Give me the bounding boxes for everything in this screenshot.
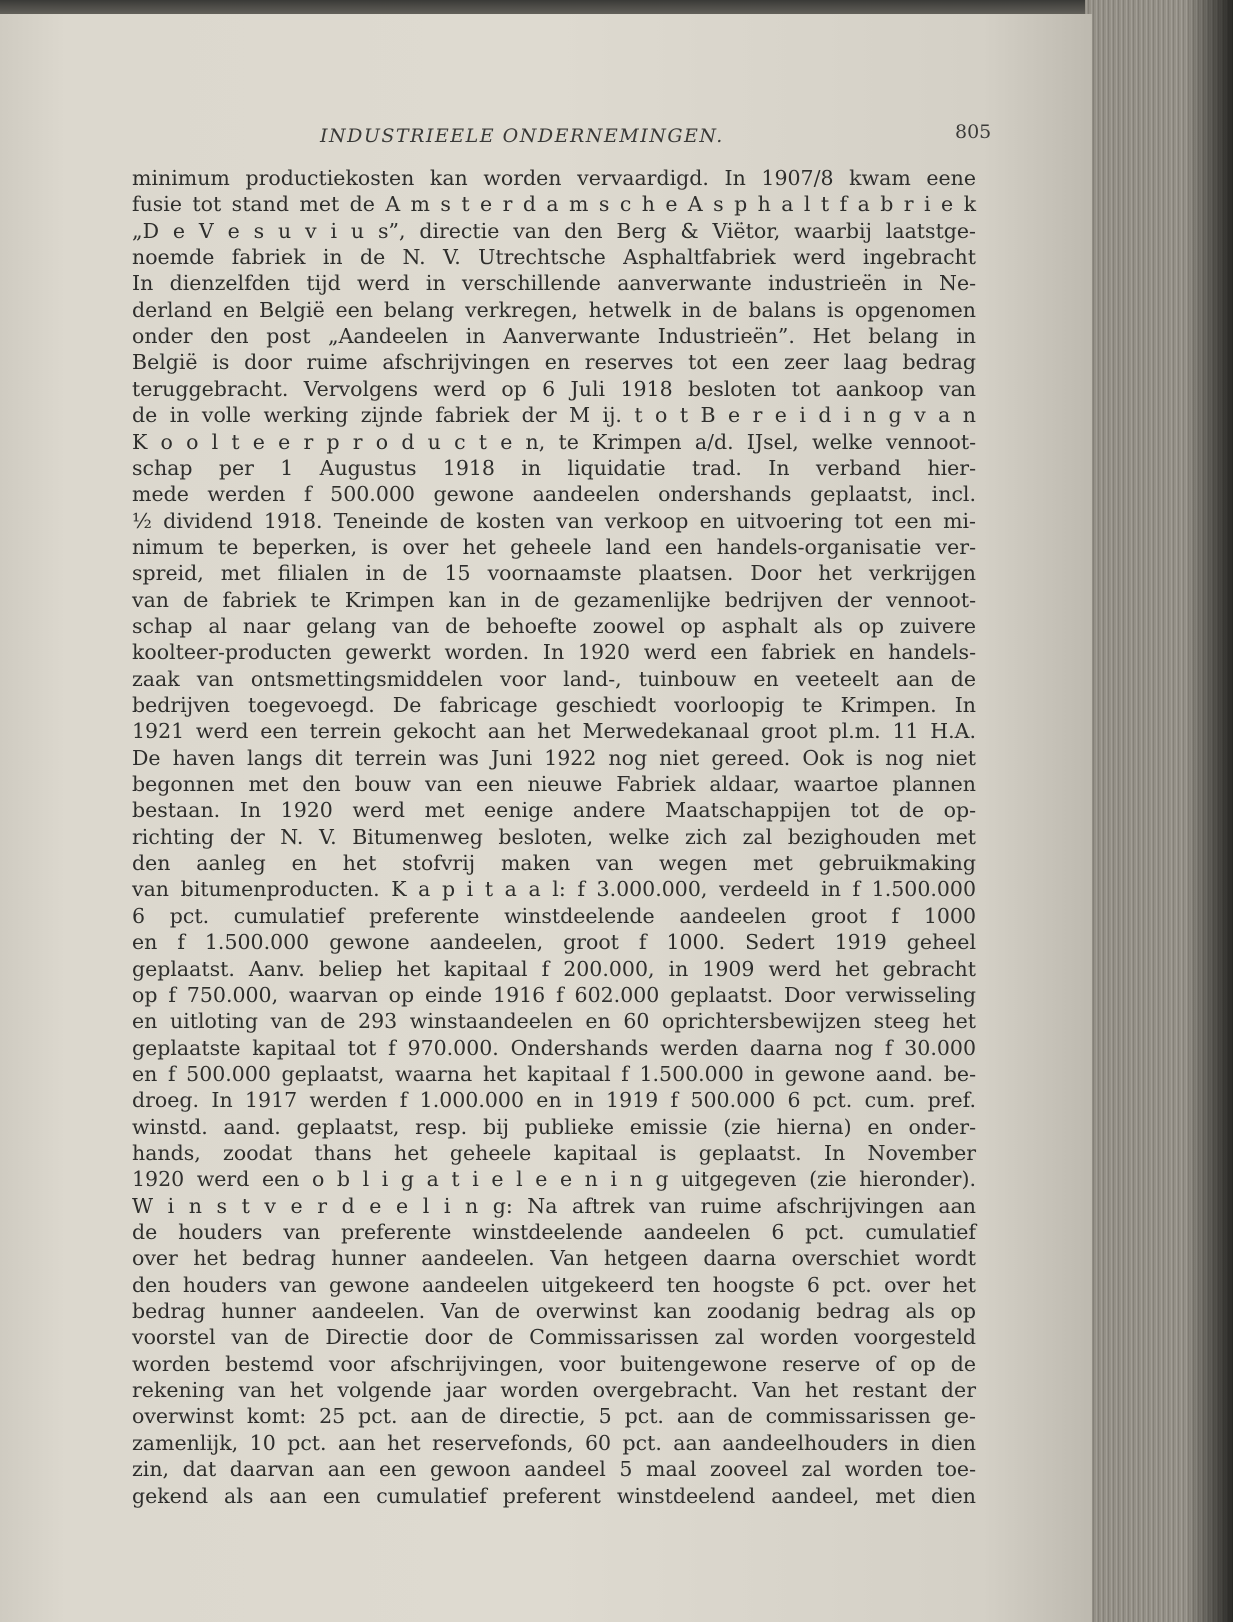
text-line: en f 500.000 geplaatst, waarna het kapitaal f 1.500.000 in gewone aand. be- (132, 1061, 976, 1086)
text-line: bestaan. In 1920 werd met eenige andere Maatschappijen tot de op- (132, 798, 976, 823)
text-line: België is door ruime afschrijvingen en reserves tot een zeer laag bedrag (132, 350, 976, 375)
book-page (0, 14, 1092, 1622)
text-line: rekening van het volgende jaar worden overgebracht. Van het restant der (132, 1378, 976, 1403)
text-line: De haven langs dit terrein was Juni 1922 nog niet gereed. Ook is nog niet (132, 745, 976, 770)
text-line: teruggebracht. Vervolgens werd op 6 Juli 1918 besloten tot aankoop van (132, 376, 976, 401)
text-line: zin, dat daarvan aan een gewoon aandeel 5 maal zooveel zal worden toe- (132, 1457, 976, 1482)
text-line: zamenlijk, 10 pct. aan het reservefonds, 60 pct. aan aandeelhouders in dien (132, 1430, 976, 1455)
text-line: voorstel van de Directie door de Commissarissen zal worden voorgesteld (132, 1325, 976, 1350)
text-line: 6 pct. cumulatief preferente winstdeelende aandeelen groot f 1000 (132, 903, 976, 928)
text-line: ½ dividend 1918. Teneinde de kosten van verkoop en uitvoering tot een mi- (132, 508, 976, 533)
text-line: bedrijven toegevoegd. De fabricage geschiedt voorloopig te Krimpen. In (132, 693, 976, 717)
text-line: derland en België een belang verkregen, hetwelk in de balans is opgenomen (132, 297, 976, 322)
text-line: den aanleg en het stofvrij maken van wegen met gebruikmaking (132, 851, 976, 876)
text-line: en uitloting van de 293 winstaandeelen en 60 oprichtersbewijzen steeg het (132, 1009, 976, 1034)
page-number: 805 (955, 121, 992, 143)
text-line: „D e V e s u v i u s”, directie van den Berg & Viëtor, waarbij laatstge- (132, 218, 976, 243)
text-line: geplaatste kapitaal tot f 970.000. Ondershands werden daarna nog f 30.000 (132, 1035, 976, 1060)
text-line: den houders van gewone aandeelen uitgekeerd ten hoogste 6 pct. over het (132, 1272, 976, 1297)
text-line: noemde fabriek in de N. V. Utrechtsche Asphaltfabriek werd ingebracht (132, 245, 976, 270)
text-line: bedrag hunner aandeelen. Van de overwinst kan zoodanig bedrag als op (132, 1299, 976, 1324)
text-line: mede werden f 500.000 gewone aandeelen ondershands geplaatst, incl. (132, 482, 976, 507)
text-line: spreid, met filialen in de 15 voornaamste plaatsen. Door het verkrijgen (132, 561, 976, 586)
text-line: van bitumenproducten. K a p i t a a l: f 3.000.000, verdeeld in f 1.500.000 (132, 877, 976, 902)
text-line: op f 750.000, waarvan op einde 1916 f 602.000 geplaatst. Door verwisseling (132, 982, 976, 1007)
text-line: de in volle werking zijnde fabriek der M ij. t o t B e r e i d i n g v a n (132, 403, 976, 428)
running-title: INDUSTRIEELE ONDERNEMINGEN. (320, 125, 724, 147)
text-line: onder den post „Aandeelen in Aanverwante Industrieën”. Het belang in (132, 324, 976, 349)
text-line: over het bedrag hunner aandeelen. Van hetgeen daarna overschiet wordt (132, 1246, 976, 1271)
text-line: droeg. In 1917 werden f 1.000.000 en in 1919 f 500.000 6 pct. cum. pref. (132, 1088, 976, 1113)
text-line: begonnen met den bouw van een nieuwe Fabriek aldaar, waartoe plannen (132, 772, 976, 797)
text-line: fusie tot stand met de A m s t e r d a m s c h e A s p h a l t f a b r i e k (132, 192, 976, 217)
body-text (0, 14, 1092, 1622)
text-line: hands, zoodat thans het geheele kapitaal is geplaatst. In November (132, 1140, 976, 1165)
book-edge-shadow (1185, 0, 1233, 1622)
text-line: K o o l t e e r p r o d u c t e n, te Krimpen a/d. IJsel, welke vennoot- (132, 429, 976, 454)
text-line: zaak van ontsmettingsmiddelen voor land-, tuinbouw en veeteelt aan de (132, 666, 976, 691)
text-line: minimum productiekosten kan worden vervaardigd. In 1907/8 kwam eene (132, 166, 976, 190)
text-line: W i n s t v e r d e e l i n g: Na aftrek van ruime afschrijvingen aan (132, 1193, 976, 1218)
text-line: de houders van preferente winstdeelende aandeelen 6 pct. cumulatief (132, 1220, 976, 1244)
text-line: nimum te beperken, is over het geheele land een handels-organisatie ver- (132, 534, 976, 559)
text-line: 1920 werd een o b l i g a t i e l e e n i n g uitgegeven (zie hieronder). (132, 1167, 976, 1192)
text-line: schap per 1 Augustus 1918 in liquidatie trad. In verband hier- (132, 455, 976, 480)
text-line: koolteer-producten gewerkt worden. In 1920 werd een fabriek en handels- (132, 640, 976, 665)
text-line: schap al naar gelang van de behoefte zoowel op asphalt als op zuivere (132, 613, 976, 638)
text-line: richting der N. V. Bitumenweg besloten, welke zich zal bezighouden met (132, 824, 976, 849)
text-line: overwinst komt: 25 pct. aan de directie, 5 pct. aan de commissarissen ge- (132, 1404, 976, 1429)
text-line: en f 1.500.000 gewone aandeelen, groot f 1000. Sedert 1919 geheel (132, 930, 976, 955)
text-line: gekend als aan een cumulatief preferent winstdeelend aandeel, met dien (132, 1483, 976, 1508)
text-line: winstd. aand. geplaatst, resp. bij publieke emissie (zie hierna) en onder- (132, 1114, 976, 1139)
text-line: worden bestemd voor afschrijvingen, voor buitengewone reserve of op de (132, 1351, 976, 1376)
text-line: In dienzelfden tijd werd in verschillende aanverwante industrieën in Ne- (132, 271, 976, 296)
text-line: 1921 werd een terrein gekocht aan het Merwedekanaal groot pl.m. 11 H.A. (132, 719, 976, 744)
text-line: geplaatst. Aanv. beliep het kapitaal f 200.000, in 1909 werd het gebracht (132, 956, 976, 981)
text-line: van de fabriek te Krimpen kan in de gezamenlijke bedrijven der vennoot- (132, 587, 976, 612)
